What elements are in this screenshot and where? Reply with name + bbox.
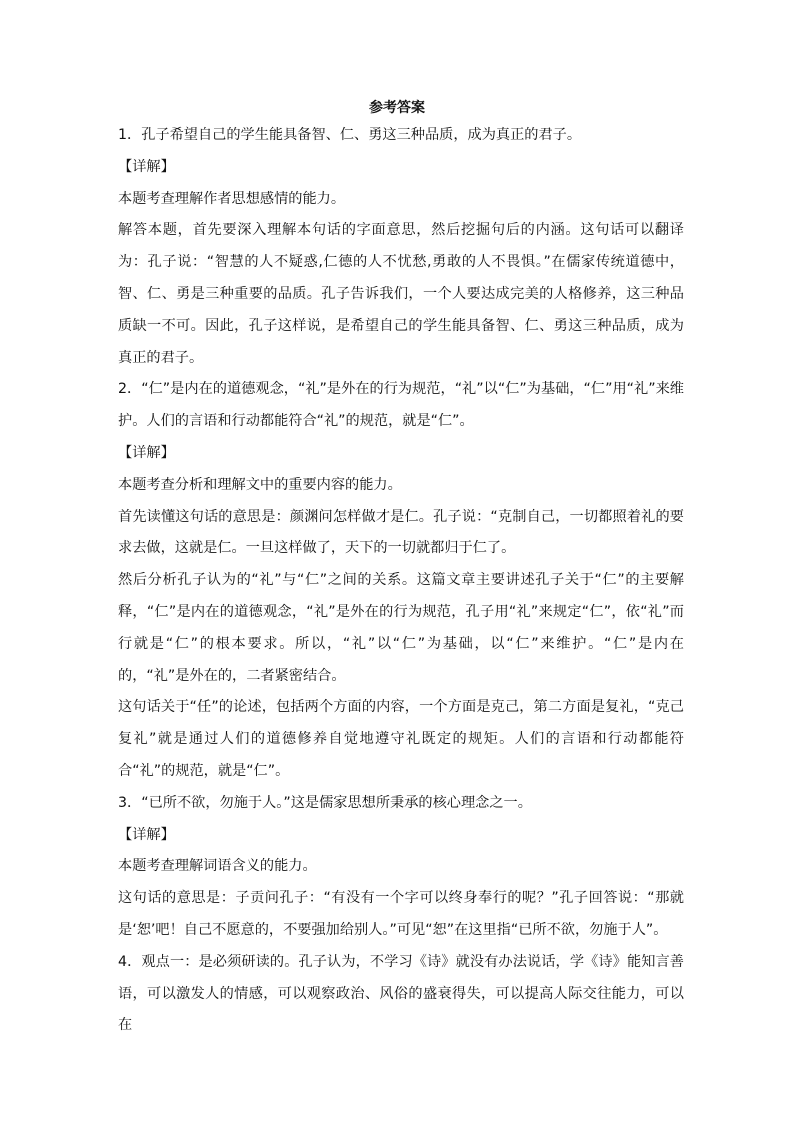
detail-text: 首先读懂这句话的意思是：颜渊问怎样做才是仁。孔子说：“克制自己，一切都照着礼的要求去做，这就是仁。一旦这样做了，天下的一切就都归于仁了。: [118, 508, 684, 557]
detail-heading: 【详解】: [118, 826, 175, 843]
answer-2: 2．“仁”是内在的道德观念，“礼”是外在的行为规范，“礼”以“仁”为基础，“仁”用“礼”来维护。人们的言语和行动都能符合“礼”的规范，就是“仁”。: [118, 381, 684, 430]
detail-heading: 【详解】: [118, 158, 175, 175]
page-title: 参考答案: [369, 100, 425, 116]
detail-text: 本题考查理解词语含义的能力。: [118, 858, 317, 875]
answer-4: 4．观点一：是必须研读的。孔子认为，不学习《诗》就没有办法说话，学《诗》能知言善语，可以激发人的情感，可以观察政治、风俗的盛衰得失，可以提高人际交往能力，可以在: [118, 953, 684, 1034]
detail-text: 本题考查分析和理解文中的重要内容的能力。: [118, 476, 402, 493]
answer-3: 3．“已所不欲，勿施于人。”这是儒家思想所秉承的核心理念之一。: [118, 794, 532, 811]
detail-text: 本题考查理解作者思想感情的能力。: [118, 190, 346, 207]
answer-1: 1．孔子希望自己的学生能具备智、仁、勇这三种品质，成为真正的君子。: [118, 127, 582, 143]
answer-content: [118, 120, 684, 1042]
detail-heading: 【详解】: [118, 444, 175, 461]
detail-text: 解答本题，首先要深入理解本句话的字面意思，然后挖掘句后的内涵。这句话可以翻译为：孔子说：“智慧的人不疑惑,仁德的人不忧愁,勇敢的人不畏惧。”在儒家传统道德中，智、仁、勇是三种重要的品质。孔子告诉我们，一个人要达成完美的人格修养，这三种品质缺一不可。因此，孔子这样说，是希望自己的学生能具备智、仁、勇这三种品质，成为真正的君子。: [118, 222, 684, 366]
detail-text: 这句话的意思是：子贡问孔子：“有没有一个字可以终身奉行的呢？”孔子回答说：“那就是‘恕’吧！自己不愿意的，不要强加给别人。”可见“恕”在这里指“已所不欲，勿施于人”。: [118, 890, 684, 938]
detail-text: 然后分析孔子认为的“礼”与“仁”之间的关系。这篇文章主要讲述孔子关于“仁”的主要解释，“仁”是内在的道德观念，“礼”是外在的行为规范，孔子用“礼”来规定“仁”，依“礼”而行就是“仁”的根本要求。所以，“礼”以“仁”为基础，以“仁”来维护。“仁”是内在的，“礼”是外在的，二者紧密结合。: [118, 572, 684, 684]
detail-text: 这句话关于“任”的论述，包括两个方面的内容，一个方面是克己，第二方面是复礼，“克己复礼”就是通过人们的道德修养自觉地遵守礼既定的规矩。人们的言语和行动都能符合“礼”的规范，就是“仁”。: [118, 699, 684, 779]
